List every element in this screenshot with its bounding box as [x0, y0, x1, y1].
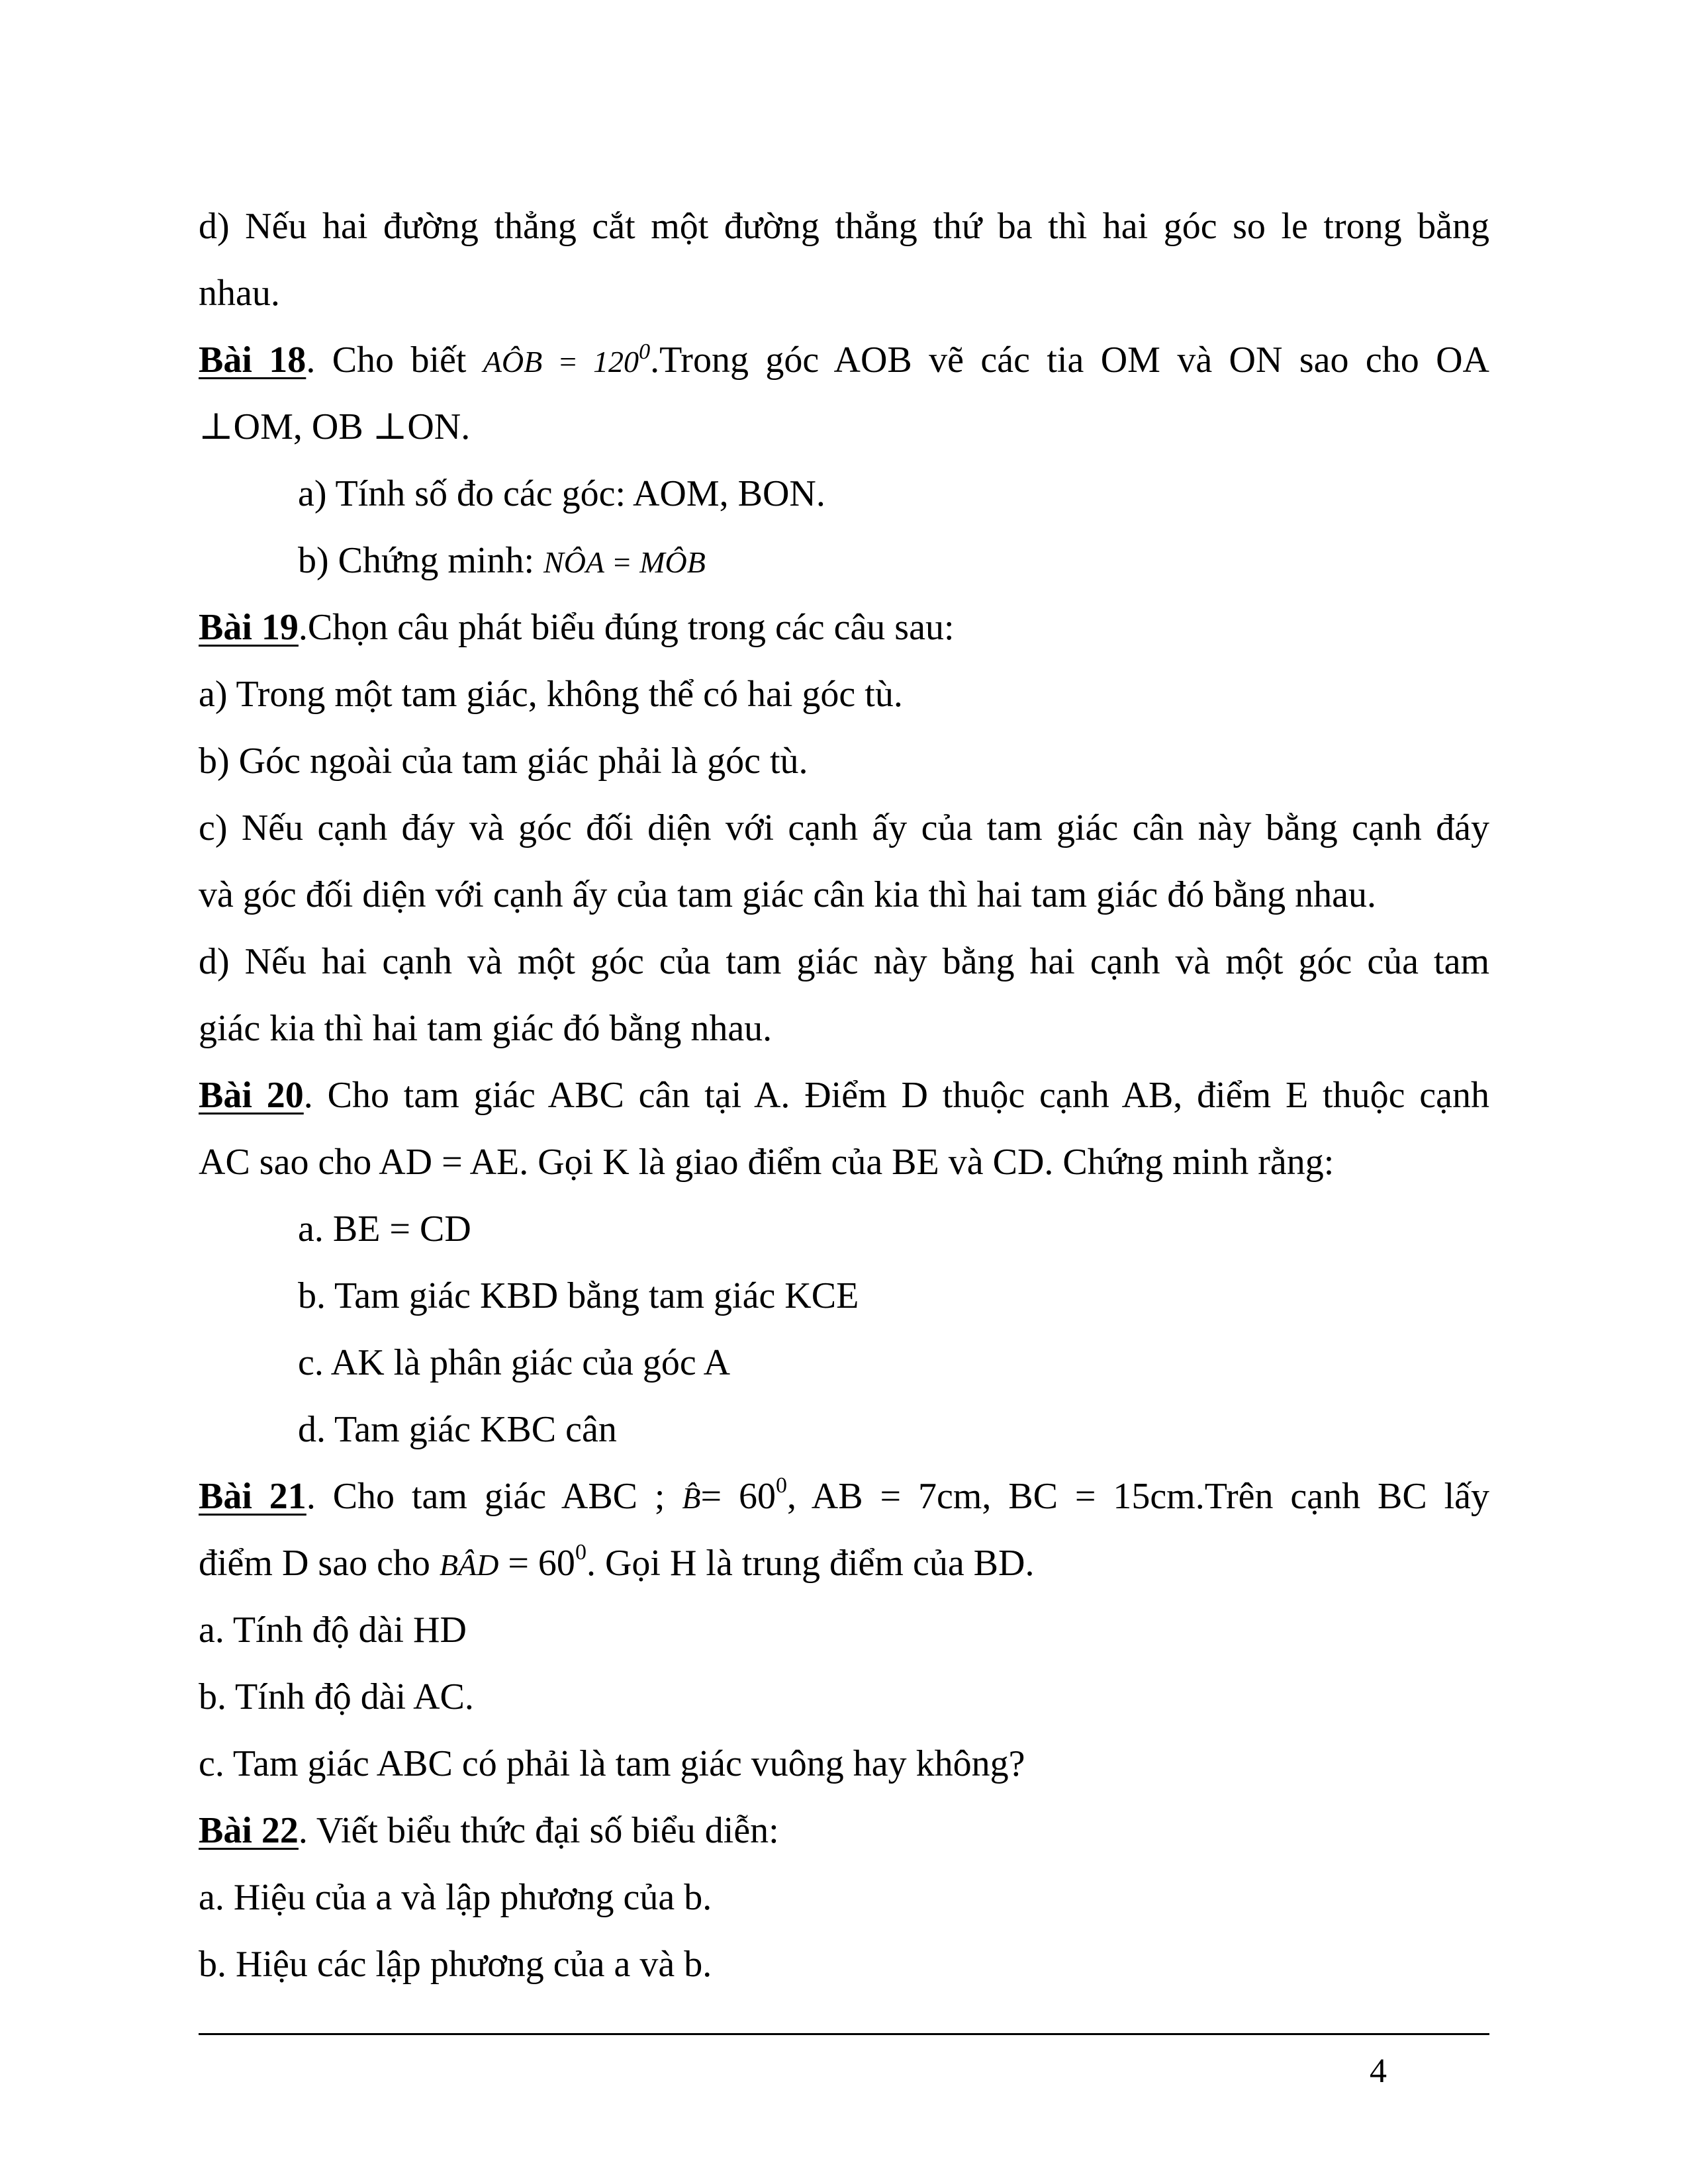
- text-line: b. Tính độ dài AC.: [199, 1676, 474, 1717]
- problem-19-statement: [199, 594, 1489, 661]
- text-line: b. Tam giác KBD bằng tam giác KCE: [298, 1275, 859, 1316]
- text-line: AC sao cho AD = AE. Gọi K là giao điểm của BE và CD. Chứng minh rằng:: [199, 1142, 1335, 1183]
- text-line: a. Tính độ dài HD: [199, 1610, 467, 1651]
- text-line: nhau.: [199, 273, 280, 314]
- problem-number: Bài 22: [199, 1810, 299, 1851]
- text-line: và góc đối diện với cạnh ấy của tam giác cân kia thì hai tam giác đó bằng nhau.: [199, 874, 1376, 915]
- problem-18-statement: [199, 327, 1489, 394]
- math-expression: BÂD: [439, 1548, 499, 1582]
- text-segment: điểm D sao cho: [199, 1543, 440, 1584]
- text-line: d. Tam giác KBC cân: [298, 1409, 617, 1450]
- text-segment: = 60: [498, 1543, 575, 1584]
- text-line: b) Góc ngoài của tam giác phải là góc tù.: [199, 741, 808, 782]
- math-expression: NÔA = MÔB: [543, 545, 706, 579]
- text-segment: .Trong góc AOB vẽ các tia OM và ON sao cho OA: [650, 340, 1489, 381]
- page-content: [199, 193, 1489, 1998]
- text-line: a) Tính số đo các góc: AOM, BON.: [298, 473, 825, 514]
- math-superscript: 0: [775, 1473, 787, 1498]
- text-segment: . Cho tam giác ABC ;: [306, 1476, 682, 1517]
- text-line: a) Trong một tam giác, không thể có hai góc tù.: [199, 674, 903, 715]
- text-segment: . Cho tam giác ABC cân tại A. Điểm D thuộc cạnh AB, điểm E thuộc cạnh: [303, 1075, 1489, 1116]
- text-line: a. Hiệu của a và lập phương của b.: [199, 1877, 712, 1918]
- math-expression: [483, 339, 651, 379]
- text-line: giác kia thì hai tam giác đó bằng nhau.: [199, 1008, 773, 1049]
- problem-21-statement: [199, 1463, 1489, 1530]
- text-line: c. Tam giác ABC có phải là tam giác vuông hay không?: [199, 1743, 1025, 1784]
- text-line: [199, 1530, 1489, 1597]
- text-line: b. Hiệu các lập phương của a và b.: [199, 1944, 712, 1985]
- text-line: a. BE = CD: [298, 1208, 471, 1250]
- text-segment: . Gọi H là trung điểm của BD.: [586, 1543, 1035, 1584]
- problem-number: Bài 20: [199, 1075, 304, 1116]
- problem-20-statement: [199, 1062, 1489, 1129]
- math-superscript: 0: [639, 339, 651, 364]
- math-expression: B̂: [682, 1481, 701, 1515]
- text-segment: = 60: [700, 1476, 776, 1517]
- problem-number: Bài 21: [199, 1476, 306, 1517]
- proof-line: [199, 527, 1489, 594]
- text-line: ⊥OM, OB ⊥ON.: [199, 406, 471, 447]
- text-segment: , AB = 7cm, BC = 15cm.Trên cạnh BC lấy: [786, 1476, 1489, 1517]
- math-text: AÔB = 120: [483, 345, 639, 379]
- text-line: c. AK là phân giác của góc A: [298, 1342, 731, 1383]
- problem-number: Bài 19: [199, 607, 299, 648]
- footer-rule: [199, 2033, 1489, 2035]
- text-line: d) Nếu hai cạnh và một góc của tam giác này bằng hai cạnh và một góc của tam: [199, 941, 1489, 982]
- text-segment: . Viết biểu thức đại số biểu diễn:: [298, 1810, 779, 1851]
- problem-22-statement: [199, 1797, 1489, 1864]
- problem-number: Bài 18: [199, 340, 306, 381]
- page-number: 4: [1370, 2052, 1387, 2090]
- text-segment: . Cho biết: [306, 340, 483, 381]
- text-line: d) Nếu hai đường thẳng cắt một đường thẳng thứ ba thì hai góc so le trong bằng: [199, 206, 1489, 247]
- text-segment: .Chọn câu phát biểu đúng trong các câu sau:: [298, 607, 955, 648]
- math-superscript: 0: [575, 1540, 586, 1565]
- text-line: c) Nếu cạnh đáy và góc đối diện với cạnh ấy của tam giác cân này bằng cạnh đáy: [199, 807, 1489, 848]
- text-segment: b) Chứng minh:: [298, 540, 544, 581]
